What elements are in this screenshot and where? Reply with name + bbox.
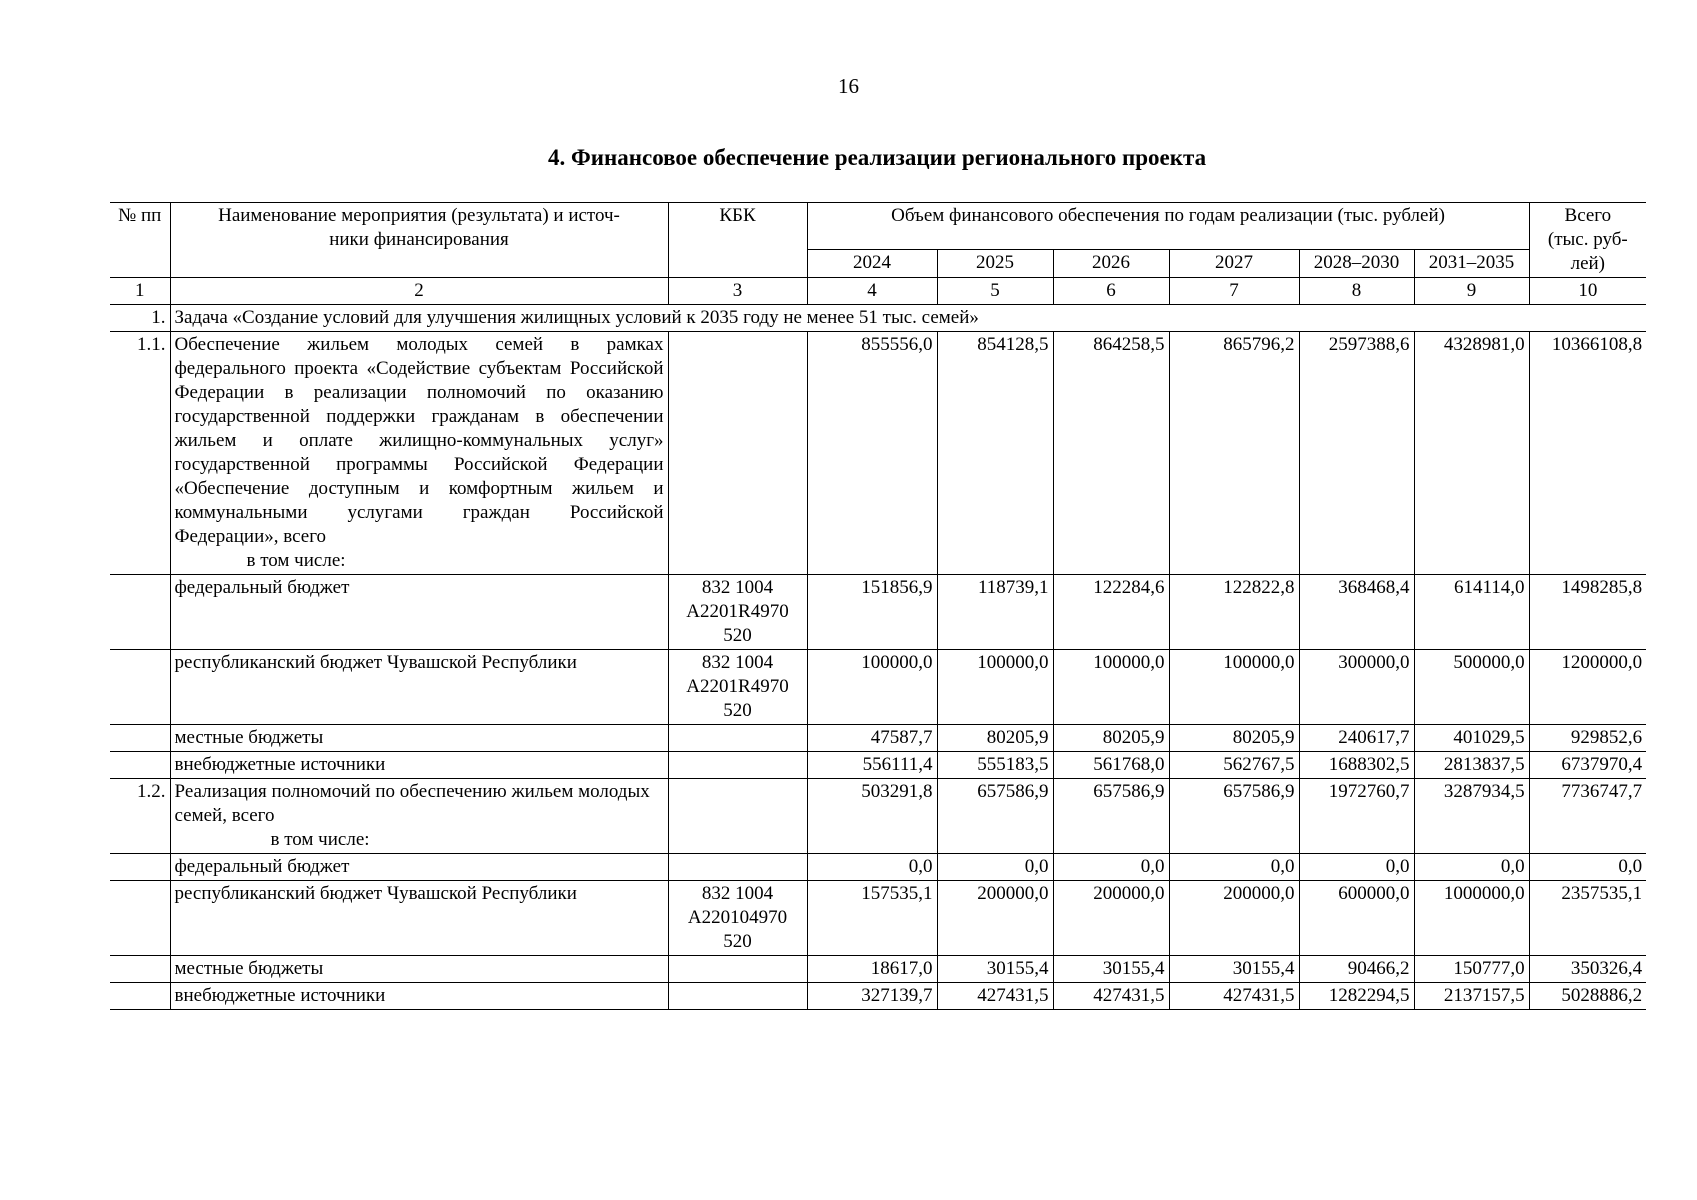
value-cell: 47587,7 <box>807 725 937 752</box>
source-num <box>110 983 170 1010</box>
item-name-text: Обеспечение жильем молодых семей в рамках федерального проекта «Содействие субъектам Российской Федерации в реализации полномочий по оказанию государственной поддержки гражданам в обеспечении жильем и оплате жилищно-коммунальных услуг» государственной программы Российской Федерации «Обеспечение доступным и комфортным жильем и коммунальными услугами граждан Российской Федерации», всего <box>174 334 664 547</box>
col-number: 4 <box>807 278 937 305</box>
total-cell: 6737970,4 <box>1529 752 1646 779</box>
header-name <box>170 203 668 278</box>
value-cell: 90466,2 <box>1299 956 1414 983</box>
value-cell: 30155,4 <box>1169 956 1299 983</box>
year-2027: 2027 <box>1169 250 1299 278</box>
item-1-1-row <box>110 332 1646 575</box>
col-number: 6 <box>1053 278 1169 305</box>
source-name: местные бюджеты <box>170 725 668 752</box>
total-cell: 929852,6 <box>1529 725 1646 752</box>
source-row <box>110 881 1646 956</box>
source-row <box>110 650 1646 725</box>
value-cell: 1000000,0 <box>1414 881 1529 956</box>
task-row <box>110 305 1646 332</box>
source-name: внебюджетные источники <box>170 983 668 1010</box>
value-cell: 0,0 <box>1169 854 1299 881</box>
value-cell: 368468,4 <box>1299 575 1414 650</box>
value-cell: 0,0 <box>807 854 937 881</box>
value-cell: 614114,0 <box>1414 575 1529 650</box>
source-kbk <box>668 725 807 752</box>
header-kbk: КБК <box>668 203 807 278</box>
source-row <box>110 854 1646 881</box>
value-cell: 503291,8 <box>807 779 937 854</box>
value-cell: 240617,7 <box>1299 725 1414 752</box>
financing-table <box>110 202 1646 1010</box>
page-number: 16 <box>838 74 859 98</box>
value-cell: 2137157,5 <box>1414 983 1529 1010</box>
task-num: 1. <box>110 305 170 332</box>
header-total-line2: (тыс. руб- <box>1547 229 1628 250</box>
header-name-line1: Наименование мероприятия (результата) и источ- <box>218 205 620 226</box>
item-name <box>170 779 668 854</box>
total-cell: 1498285,8 <box>1529 575 1646 650</box>
value-cell: 0,0 <box>1414 854 1529 881</box>
value-cell: 122822,8 <box>1169 575 1299 650</box>
value-cell: 561768,0 <box>1053 752 1169 779</box>
value-cell: 327139,7 <box>807 983 937 1010</box>
source-kbk <box>668 854 807 881</box>
value-cell: 0,0 <box>1299 854 1414 881</box>
item-name <box>170 332 668 575</box>
kbk-line: 520 <box>723 931 752 952</box>
source-kbk <box>668 956 807 983</box>
value-cell: 2597388,6 <box>1299 332 1414 575</box>
section-title: 4. Финансовое обеспечение реализации регионального проекта <box>548 145 1207 170</box>
total-cell: 1200000,0 <box>1529 650 1646 725</box>
total-cell: 10366108,8 <box>1529 332 1646 575</box>
source-row <box>110 956 1646 983</box>
value-cell: 100000,0 <box>807 650 937 725</box>
source-name: внебюджетные источники <box>170 752 668 779</box>
task-text: Задача «Создание условий для улучшения жилищных условий к 2035 году не менее 51 тыс. семей» <box>170 305 1646 332</box>
value-cell: 657586,9 <box>1169 779 1299 854</box>
value-cell: 100000,0 <box>1053 650 1169 725</box>
value-cell: 200000,0 <box>1053 881 1169 956</box>
source-row <box>110 575 1646 650</box>
value-cell: 865796,2 <box>1169 332 1299 575</box>
total-cell: 2357535,1 <box>1529 881 1646 956</box>
value-cell: 200000,0 <box>1169 881 1299 956</box>
source-name: республиканский бюджет Чувашской Республики <box>170 881 668 956</box>
source-row <box>110 725 1646 752</box>
value-cell: 151856,9 <box>807 575 937 650</box>
including-label: в том числе: <box>270 829 370 850</box>
source-name: федеральный бюджет <box>170 854 668 881</box>
item-kbk <box>668 779 807 854</box>
source-num <box>110 725 170 752</box>
header-total-line3: лей) <box>1570 253 1606 274</box>
value-cell: 2813837,5 <box>1414 752 1529 779</box>
value-cell: 30155,4 <box>1053 956 1169 983</box>
source-row <box>110 752 1646 779</box>
value-cell: 122284,6 <box>1053 575 1169 650</box>
value-cell: 556111,4 <box>807 752 937 779</box>
col-number: 1 <box>110 278 170 305</box>
value-cell: 0,0 <box>1053 854 1169 881</box>
value-cell: 427431,5 <box>1053 983 1169 1010</box>
source-kbk <box>668 575 807 650</box>
total-cell: 7736747,7 <box>1529 779 1646 854</box>
value-cell: 855556,0 <box>807 332 937 575</box>
source-name: республиканский бюджет Чувашской Республики <box>170 650 668 725</box>
header-row <box>110 203 1646 250</box>
value-cell: 1688302,5 <box>1299 752 1414 779</box>
source-name: федеральный бюджет <box>170 575 668 650</box>
value-cell: 300000,0 <box>1299 650 1414 725</box>
value-cell: 427431,5 <box>1169 983 1299 1010</box>
value-cell: 600000,0 <box>1299 881 1414 956</box>
value-cell: 562767,5 <box>1169 752 1299 779</box>
kbk-line: 832 1004 <box>701 883 774 904</box>
value-cell: 200000,0 <box>937 881 1053 956</box>
value-cell: 100000,0 <box>937 650 1053 725</box>
source-num <box>110 881 170 956</box>
value-cell: 80205,9 <box>1053 725 1169 752</box>
value-cell: 18617,0 <box>807 956 937 983</box>
value-cell: 100000,0 <box>1169 650 1299 725</box>
source-num <box>110 650 170 725</box>
source-kbk <box>668 881 807 956</box>
total-cell: 350326,4 <box>1529 956 1646 983</box>
source-num <box>110 752 170 779</box>
value-cell: 555183,5 <box>937 752 1053 779</box>
value-cell: 864258,5 <box>1053 332 1169 575</box>
year-2025: 2025 <box>937 250 1053 278</box>
value-cell: 1972760,7 <box>1299 779 1414 854</box>
header-volume: Объем финансового обеспечения по годам реализации (тыс. рублей) <box>807 203 1529 250</box>
value-cell: 427431,5 <box>937 983 1053 1010</box>
kbk-line: 832 1004 <box>701 652 774 673</box>
kbk-line: А2201R4970 <box>686 676 789 697</box>
value-cell: 401029,5 <box>1414 725 1529 752</box>
kbk-line: 520 <box>723 700 752 721</box>
value-cell: 1282294,5 <box>1299 983 1414 1010</box>
col-number: 3 <box>668 278 807 305</box>
value-cell: 500000,0 <box>1414 650 1529 725</box>
header-total-line1: Всего <box>1564 205 1612 226</box>
value-cell: 80205,9 <box>1169 725 1299 752</box>
value-cell: 4328981,0 <box>1414 332 1529 575</box>
item-1-2-row <box>110 779 1646 854</box>
source-row <box>110 983 1646 1010</box>
header-name-line2: ники финансирования <box>329 229 509 250</box>
value-cell: 80205,9 <box>937 725 1053 752</box>
year-2026: 2026 <box>1053 250 1169 278</box>
value-cell: 30155,4 <box>937 956 1053 983</box>
source-name: местные бюджеты <box>170 956 668 983</box>
kbk-line: А2201R4970 <box>686 601 789 622</box>
year-2024: 2024 <box>807 250 937 278</box>
value-cell: 150777,0 <box>1414 956 1529 983</box>
col-number: 8 <box>1299 278 1414 305</box>
item-num: 1.1. <box>110 332 170 575</box>
value-cell: 157535,1 <box>807 881 937 956</box>
header-num: № пп <box>110 203 170 278</box>
source-num <box>110 854 170 881</box>
value-cell: 657586,9 <box>937 779 1053 854</box>
value-cell: 0,0 <box>937 854 1053 881</box>
source-kbk <box>668 752 807 779</box>
total-cell: 5028886,2 <box>1529 983 1646 1010</box>
col-number: 7 <box>1169 278 1299 305</box>
col-number: 10 <box>1529 278 1646 305</box>
col-number: 2 <box>170 278 668 305</box>
value-cell: 3287934,5 <box>1414 779 1529 854</box>
value-cell: 854128,5 <box>937 332 1053 575</box>
column-numbers-row <box>110 278 1646 305</box>
source-num <box>110 956 170 983</box>
item-name-text: Реализация полномочий по обеспечению жильем молодых семей, всего <box>174 781 650 826</box>
year-2031-2035: 2031–2035 <box>1414 250 1529 278</box>
source-num <box>110 575 170 650</box>
source-kbk <box>668 983 807 1010</box>
col-number: 5 <box>937 278 1053 305</box>
year-2028-2030: 2028–2030 <box>1299 250 1414 278</box>
kbk-line: 520 <box>723 625 752 646</box>
item-kbk <box>668 332 807 575</box>
kbk-line: 832 1004 <box>701 577 774 598</box>
total-cell: 0,0 <box>1529 854 1646 881</box>
including-label: в том числе: <box>246 550 346 571</box>
value-cell: 118739,1 <box>937 575 1053 650</box>
header-total <box>1529 203 1646 278</box>
source-kbk <box>668 650 807 725</box>
item-num: 1.2. <box>110 779 170 854</box>
kbk-line: А220104970 <box>687 907 788 928</box>
value-cell: 657586,9 <box>1053 779 1169 854</box>
col-number: 9 <box>1414 278 1529 305</box>
